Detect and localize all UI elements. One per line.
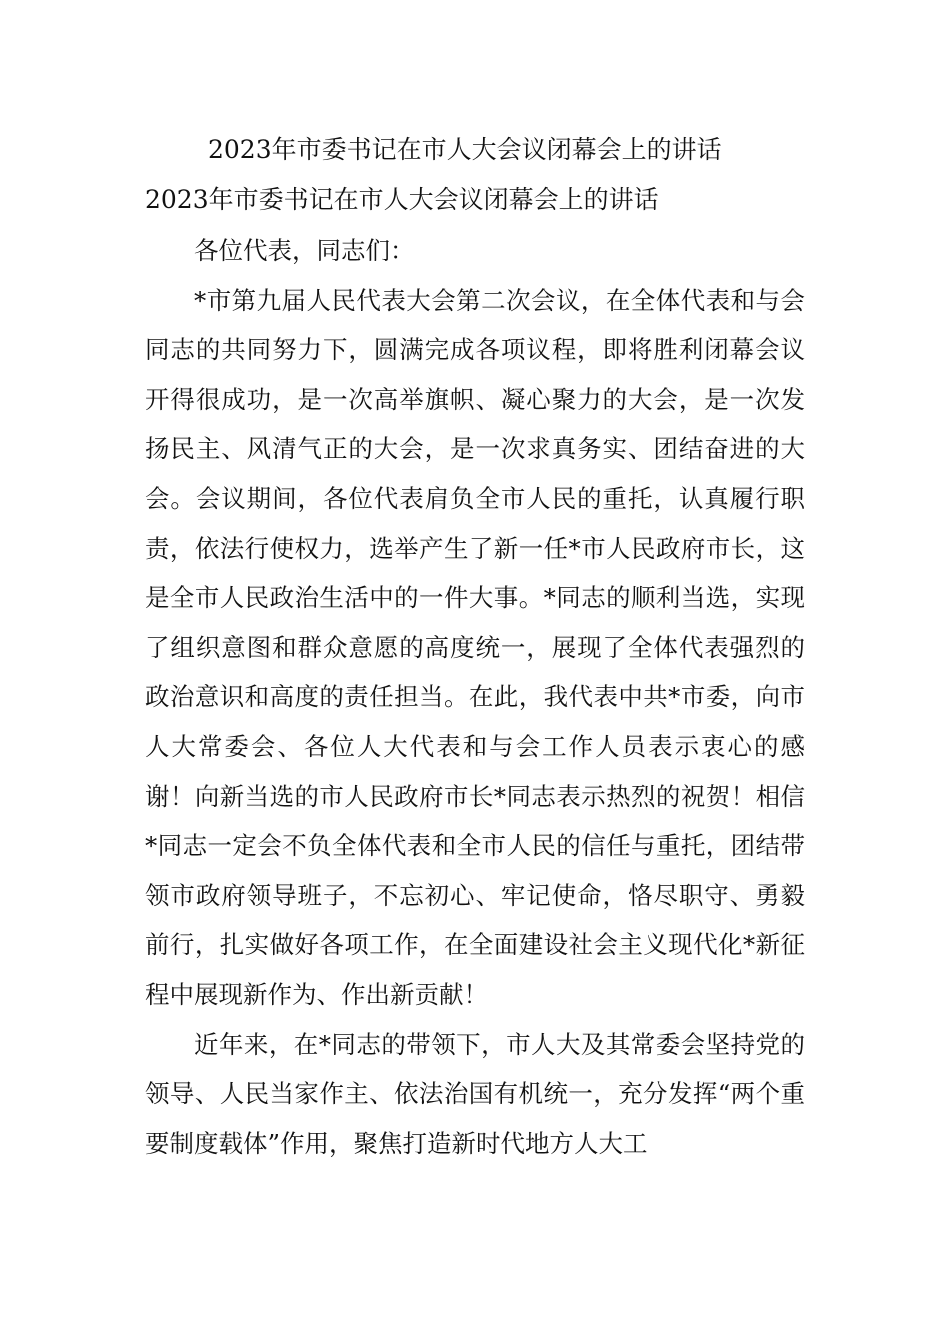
document-title: 2023年市委书记在市人大会议闭幕会上的讲话 (208, 135, 722, 164)
document-subtitle: 2023年市委书记在市人大会议闭幕会上的讲话 (145, 185, 659, 214)
document-body (145, 226, 805, 1168)
body-paragraph: *市第九届人民代表大会第二次会议，在全体代表和与会同志的共同努力下，圆满完成各项议程，即将胜利闭幕会议开得很成功，是一次高举旗帜、凝心聚力的大会，是一次发扬民主、风清气正的大会，是一次求真务实、团结奋进的大会。会议期间，各位代表肩负全市人民的重托，认真履行职责，依法行使权力，选举产生了新一任*市人民政府市长，这是全市人民政治生活中的一件大事。*同志的顺利当选，实现了组织意图和群众意愿的高度统一，展现了全体代表强烈的政治意识和高度的责任担当。在此，我代表中共*市委，向市人大常委会、各位人大代表和与会工作人员表示衷心的感谢！向新当选的市人民政府市长*同志表示热烈的祝贺！相信*同志一定会不负全体代表和全市人民的信任与重托，团结带领市政府领导班子，不忘初心、牢记使命，恪尽职守、勇毅前行，扎实做好各项工作，在全面建设社会主义现代化*新征程中展现新作为、作出新贡献！ (145, 285, 805, 1009)
salutation: 各位代表，同志们： (194, 236, 415, 265)
body-paragraph: 近年来，在*同志的带领下，市人大及其常委会坚持党的领导、人民当家作主、依法治国有机统一，充分发挥“两个重要制度载体”作用，聚焦打造新时代地方人大工 (145, 1029, 805, 1158)
